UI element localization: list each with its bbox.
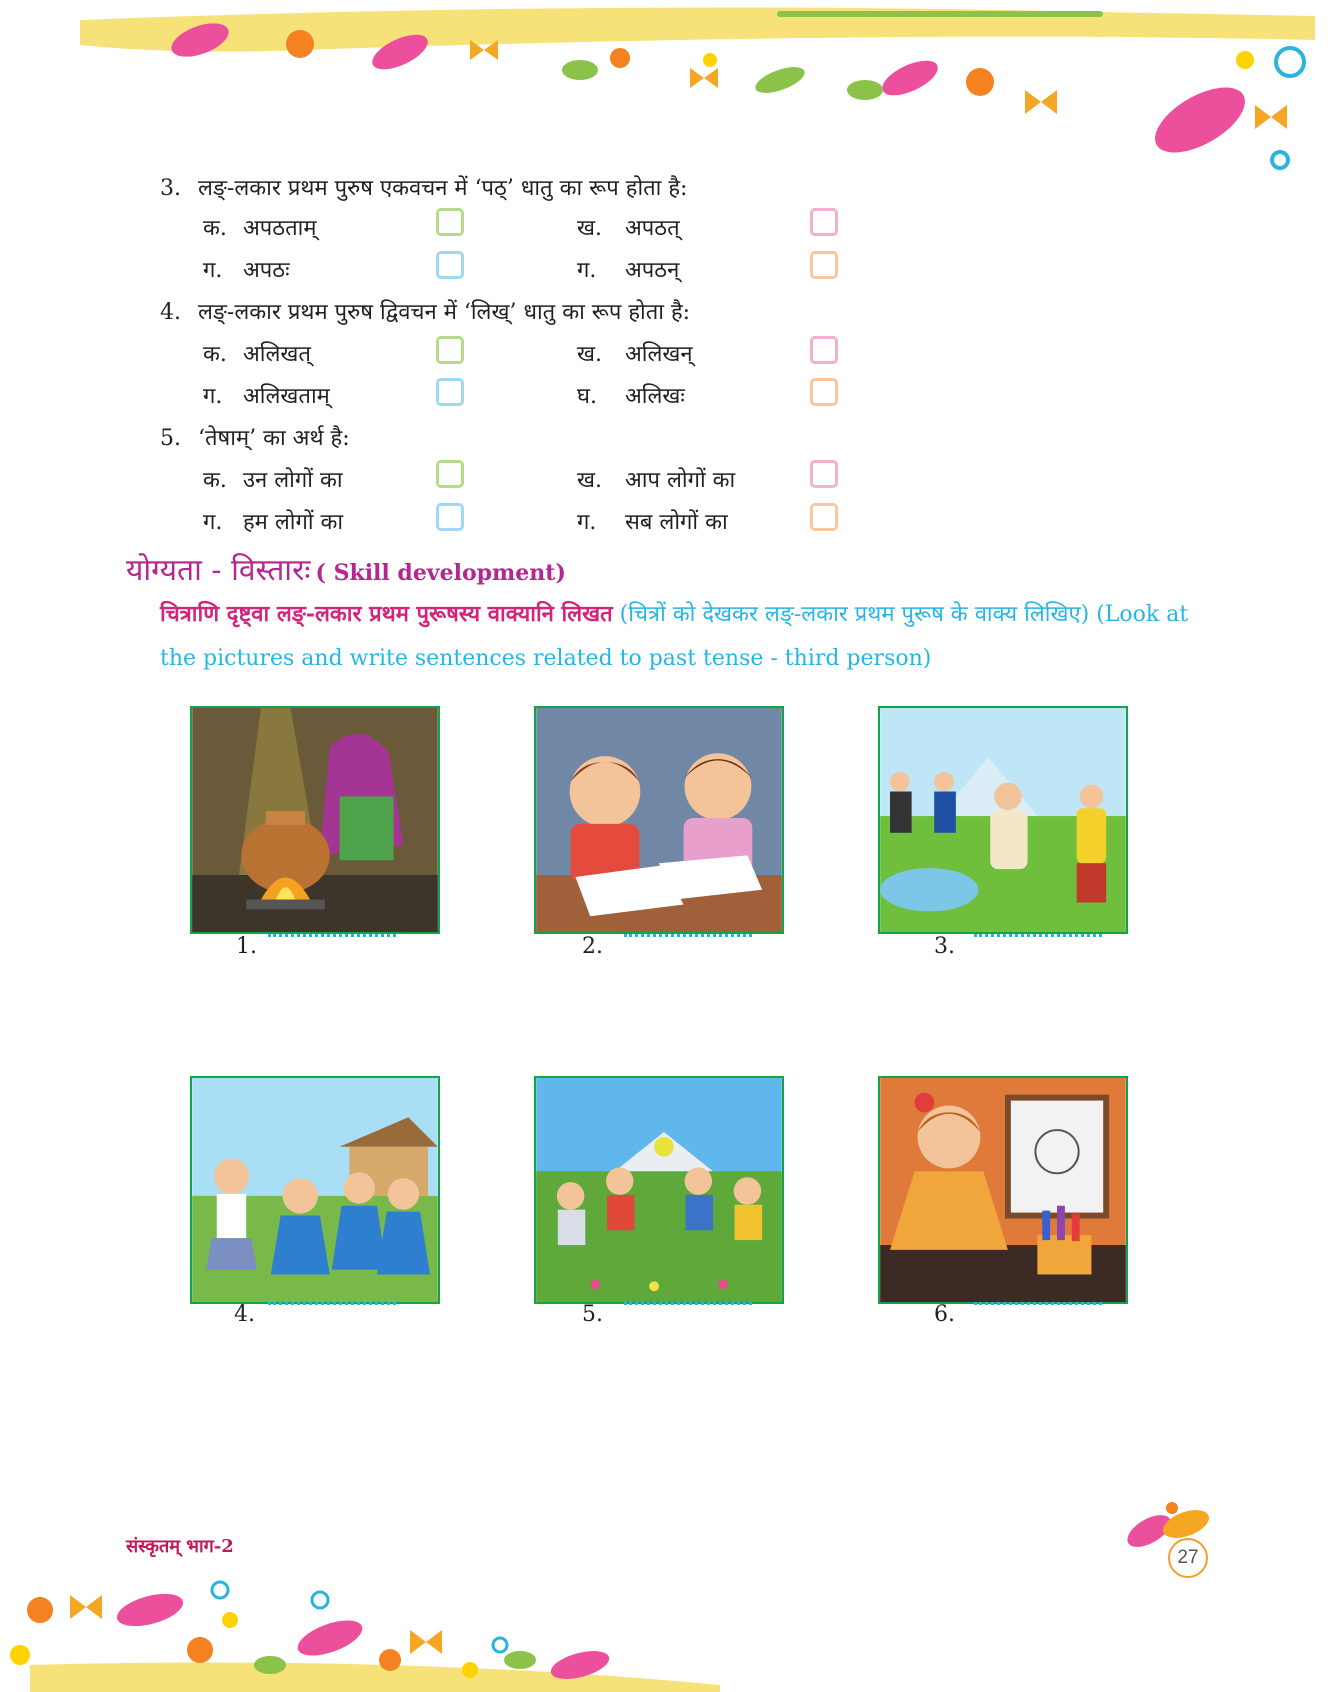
question-text: लङ्-लकार प्रथम पुरुष द्विवचन में ‘लिख्’ धातु का रूप होता है: — [198, 300, 691, 325]
drawing-illustration — [880, 1078, 1126, 1302]
option-label: क. — [203, 342, 227, 367]
answer-checkbox[interactable] — [436, 378, 464, 406]
blank-number: 5. — [582, 1302, 603, 1327]
option-text: उन लोगों का — [243, 468, 343, 493]
option-text: अपठत् — [625, 216, 680, 241]
question-number: 5. — [160, 426, 181, 451]
option-text: अपठताम् — [243, 216, 317, 241]
top-decorative-banner — [0, 0, 1332, 200]
playing-illustration — [536, 1078, 782, 1302]
school-girls-illustration — [192, 1078, 438, 1302]
option-q4-gha — [577, 380, 685, 410]
walking-illustration — [880, 708, 1126, 932]
option-q3-ka — [203, 212, 316, 242]
section-title — [126, 548, 566, 589]
answer-checkbox[interactable] — [810, 251, 838, 279]
answer-checkbox[interactable] — [436, 460, 464, 488]
question-3 — [160, 172, 687, 202]
option-text: अलिखः — [625, 384, 685, 409]
question-4 — [160, 296, 690, 326]
option-label: ख. — [577, 342, 602, 367]
option-q4-ka — [203, 338, 311, 368]
option-label: ख. — [577, 216, 602, 241]
option-label: क. — [203, 216, 227, 241]
option-text: आप लोगों का — [625, 468, 736, 493]
option-q3-kha — [577, 212, 680, 242]
picture-girls-school — [190, 1076, 440, 1304]
picture-boys-playing — [534, 1076, 784, 1304]
option-q3-ga — [203, 254, 290, 284]
option-label: ग. — [203, 510, 223, 535]
answer-blank[interactable] — [974, 934, 1102, 937]
answer-blank[interactable] — [624, 1302, 752, 1305]
answer-checkbox[interactable] — [810, 336, 838, 364]
option-text: अपठन् — [625, 258, 680, 283]
answer-checkbox[interactable] — [436, 208, 464, 236]
blank-number: 2. — [582, 934, 603, 959]
page-number: 27 — [1168, 1538, 1208, 1578]
option-label: ग. — [203, 258, 223, 283]
option-label: घ. — [577, 384, 597, 409]
answer-checkbox[interactable] — [436, 336, 464, 364]
blank-number: 1. — [236, 934, 257, 959]
answer-blank[interactable] — [268, 934, 396, 937]
blank-number: 3. — [934, 934, 955, 959]
option-q5-ka — [203, 464, 343, 494]
answer-checkbox[interactable] — [436, 503, 464, 531]
option-label: ख. — [577, 468, 602, 493]
option-text: हम लोगों का — [243, 510, 344, 535]
writing-illustration — [536, 708, 782, 932]
answer-checkbox[interactable] — [810, 208, 838, 236]
option-text: सब लोगों का — [625, 510, 728, 535]
picture-woman-cooking — [190, 706, 440, 934]
instruction-sanskrit: चित्राणि दृष्ट्वा लङ्-लकार प्रथम पुरूषस्य वाक्यानि लिखत — [160, 601, 613, 627]
answer-blank[interactable] — [268, 1302, 396, 1305]
option-text: अलिखन् — [625, 342, 693, 367]
question-text: ‘तेषाम्’ का अर्थ है: — [198, 426, 350, 451]
answer-checkbox[interactable] — [810, 503, 838, 531]
option-q3-ga2 — [577, 254, 679, 284]
book-title: संस्कृतम् भाग-2 — [126, 1536, 234, 1557]
answer-checkbox[interactable] — [810, 460, 838, 488]
option-q5-ga — [203, 506, 343, 536]
picture-boys-writing — [534, 706, 784, 934]
option-text: अपठः — [243, 258, 290, 283]
option-label: ग. — [577, 258, 597, 283]
bottom-decorative-banner — [0, 1560, 1332, 1692]
answer-blank[interactable] — [624, 934, 752, 937]
section-title-english: ( Skill development) — [315, 560, 566, 586]
option-label: क. — [203, 468, 227, 493]
option-text: अलिखताम् — [243, 384, 330, 409]
cooking-illustration — [192, 708, 438, 932]
question-number: 3. — [160, 176, 181, 201]
picture-men-walking — [878, 706, 1128, 934]
blank-number: 4. — [234, 1302, 255, 1327]
option-q4-kha — [577, 338, 693, 368]
option-label: ग. — [577, 510, 597, 535]
answer-blank[interactable] — [974, 1302, 1102, 1305]
question-number: 4. — [160, 300, 181, 325]
question-5 — [160, 422, 350, 452]
option-q5-ga2 — [577, 506, 728, 536]
option-label: ग. — [203, 384, 223, 409]
option-q4-ga — [203, 380, 330, 410]
picture-girl-drawing — [878, 1076, 1128, 1304]
answer-checkbox[interactable] — [810, 378, 838, 406]
section-title-hindi: योग्यता - विस्तारः — [126, 553, 311, 588]
option-q5-kha — [577, 464, 735, 494]
instruction — [160, 592, 1210, 681]
blank-number: 6. — [934, 1302, 955, 1327]
answer-checkbox[interactable] — [436, 251, 464, 279]
question-text: लङ्-लकार प्रथम पुरुष एकवचन में ‘पठ्’ धातु का रूप होता है: — [198, 176, 688, 201]
option-text: अलिखत् — [243, 342, 311, 367]
instruction-translation: (चित्रों को देखकर लङ्-लकार प्रथम पुरूष के वाक्य लिखिए) (Look at the pictures and write sentences related to past tense - third person) — [160, 602, 1189, 671]
